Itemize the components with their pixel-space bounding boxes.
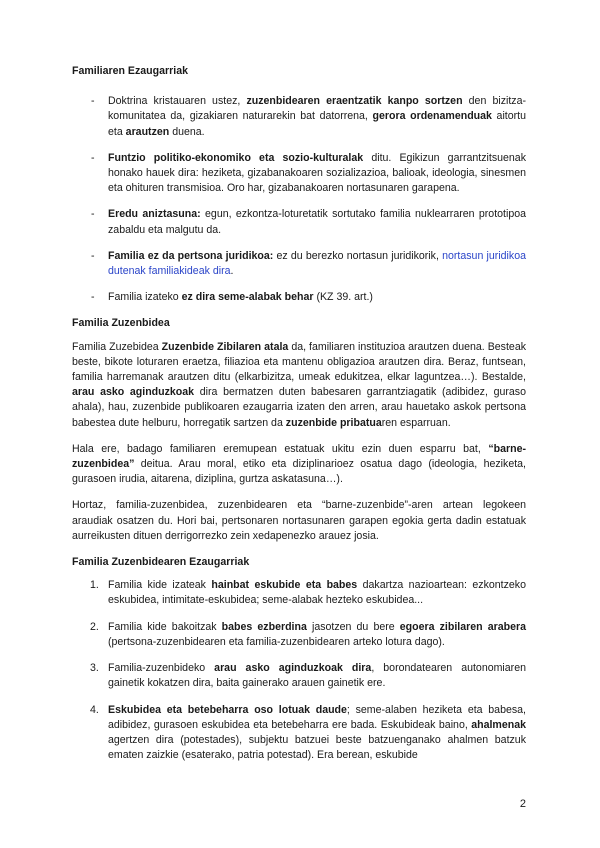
bullet-marker: - [91,249,95,262]
list-item [72,290,526,305]
bold-run: hainbat eskubide eta babes [211,579,358,592]
text-run: dira bermatzen duten babesaren garrantziagatik (adibidez, guraso ahala), hau, zuzenbide publikoaren ezaugarria izaten den arren, arau hauetako askok pertsona babestea dute helburu, horregatik sartzen da [72,386,526,429]
text-run: ; seme-alaben heziketa eta babesa, adibidez, gurasoen eskubidea eta betebeharra ere bada. Eskubideak baino, [108,703,526,731]
text-run: (KZ 39. art.) [313,291,373,304]
paragraph-2 [72,442,526,488]
text-run: Familia kide bakoitzak [108,620,222,633]
bold-run: ez dira seme-alabak behar [181,291,314,304]
bold-run: gerora ordenamenduak [372,110,492,123]
heading-familiaren-ezaugarriak: Familiaren Ezaugarriak [72,65,188,77]
numbered-list [72,578,526,763]
paragraph-1 [72,340,526,431]
text-run: ditu. Egikizun garrantzitsuenak honako hauek dira: heziketa, gizabanakoaren sozializazioa, balioak, ideologia, sinesmen eta ohituren transmisioa. Oro har, gizabanakoaren nortasunaren garapena. [108,151,526,195]
bold-run: egoera zibilaren arabera [399,620,526,633]
bold-run: “barne-zuzenbidea” [72,442,526,471]
list-item [72,578,526,608]
text-run: egun, ezkontza-loturetatik sortutako familia nuklearraren prototipoa zabaldu eta malgutu da. [108,208,526,236]
bold-run: arau asko aginduzkoak dira [214,662,372,675]
bold-run: Eredu aniztasuna: [108,208,201,221]
text-run: Familia Zuzebidea [72,340,162,353]
bold-run: Zuzenbide Zibilaren atala [161,340,289,353]
text-run: Familia kide izateak [108,579,212,592]
bullet-marker: - [91,208,95,221]
text-run: Doktrina kristauaren ustez, [108,95,247,108]
heading-familia-zuzenbidearen-ezaugarriak: Familia Zuzenbidearen Ezaugarriak [72,556,250,569]
list-item [72,151,526,197]
text-run: deitua. Arau moral, etiko eta diziplinarioez osatua dago (ideologia, heziketa, gurasoen irudia, aitarena, diziplina, gurtza askatasuna…). [72,458,526,486]
bold-run: arau asko aginduzkoak [72,386,195,399]
text-run: (pertsona-zuzenbidearen eta familia-zuzenbidearen arteko lotura dago). [108,635,445,648]
text-run: aitortu eta [108,110,527,138]
text-run: Hortaz, familia-zuzenbidea, zuzenbidearen eta “barne-zuzenbide”-aren artean legokeen araudiak osatzen du. Hori bai, pertsonaren nortasunaren garapen egokia gerta dadin estatuak aurreikusten dituen derrigorrezko zein xedapenezko arauez josia. [72,499,526,542]
bold-run: zuzenbidearen eraentzatik kanpo sortzen [246,95,463,108]
text-run: den bizitza-komunitatea da, gizakiaren naturarekin bat datorrena, [108,95,527,123]
list-number: 4. [90,703,99,716]
hyperlink-nortasun-juridikoa[interactable]: nortasun juridikoa dutenak familiakideak dira [108,249,526,278]
bold-run: Eskubidea eta betebeharra oso lotuak daude [108,703,347,716]
bold-run: zuzenbide pribatua [285,416,382,429]
page-number: 2 [519,798,526,810]
bold-run: ahalmenak [471,718,526,731]
text-run: agertzen dira (potestades), subjektu batzuei beste batzuenganako ahalmen batzuk ematen zaizkie (esaterako, patria potestad). Era berean, eskubide [108,733,526,762]
text-run: Familia-zuzenbideko [108,662,215,675]
list-item [72,703,526,764]
text-run: ren esparruan. [381,416,451,429]
text-run: Hala ere, badago familiaren eremupean estatuak ukitu ezin duen esparru bat, [72,442,489,455]
list-item [72,249,526,279]
paragraph-3 [72,498,526,544]
text-run: Familia izateko [108,291,182,304]
bold-run: Familia ez da pertsona juridikoa: [108,249,274,262]
bullet-marker: - [91,95,95,108]
text-run: da, familiaren instituzioa arautzen duena. Besteak beste, bikote loturaren eraetza, filiazioa eta mantenu obligazioa arautzen dira. Beraz, funtsean, familia harremanak arautzen ditu (elkarbizitza, umeak edukitzea, elkar laguntzea…). Bestalde, [72,340,527,384]
heading-familia-zuzenbidea: Familia Zuzenbidea [72,317,170,330]
list-item [72,207,526,237]
list-item [72,661,526,691]
list-item [72,94,526,140]
list-number: 3. [90,662,99,675]
bold-run: Funtzio politiko-ekonomiko eta sozio-kulturalak [108,151,364,164]
bold-run: arautzen [125,125,170,138]
text-run: , borondatearen autonomiaren gainetik kokatzen dira, baita gainerako arauen gainetik ere. [108,662,526,690]
document-body [72,64,526,774]
bullet-marker: - [91,291,95,304]
bullet-marker: - [91,151,95,164]
list-item [72,620,526,650]
list-number: 2. [90,620,99,633]
text-run: dakartza nazioartean: ezkontzeko eskubidea, intimitate-eskubidea; seme-alabak hezteko eskubidea... [108,579,526,607]
text-run: duena. [169,125,205,138]
list-number: 1. [90,579,99,592]
text-run: jasotzen du bere [306,620,400,633]
bold-run: babes ezberdina [221,620,307,633]
characteristics-list [72,94,526,305]
text-run: . [230,265,234,278]
text-run: ez du berezko nortasun juridikorik, [273,249,443,262]
